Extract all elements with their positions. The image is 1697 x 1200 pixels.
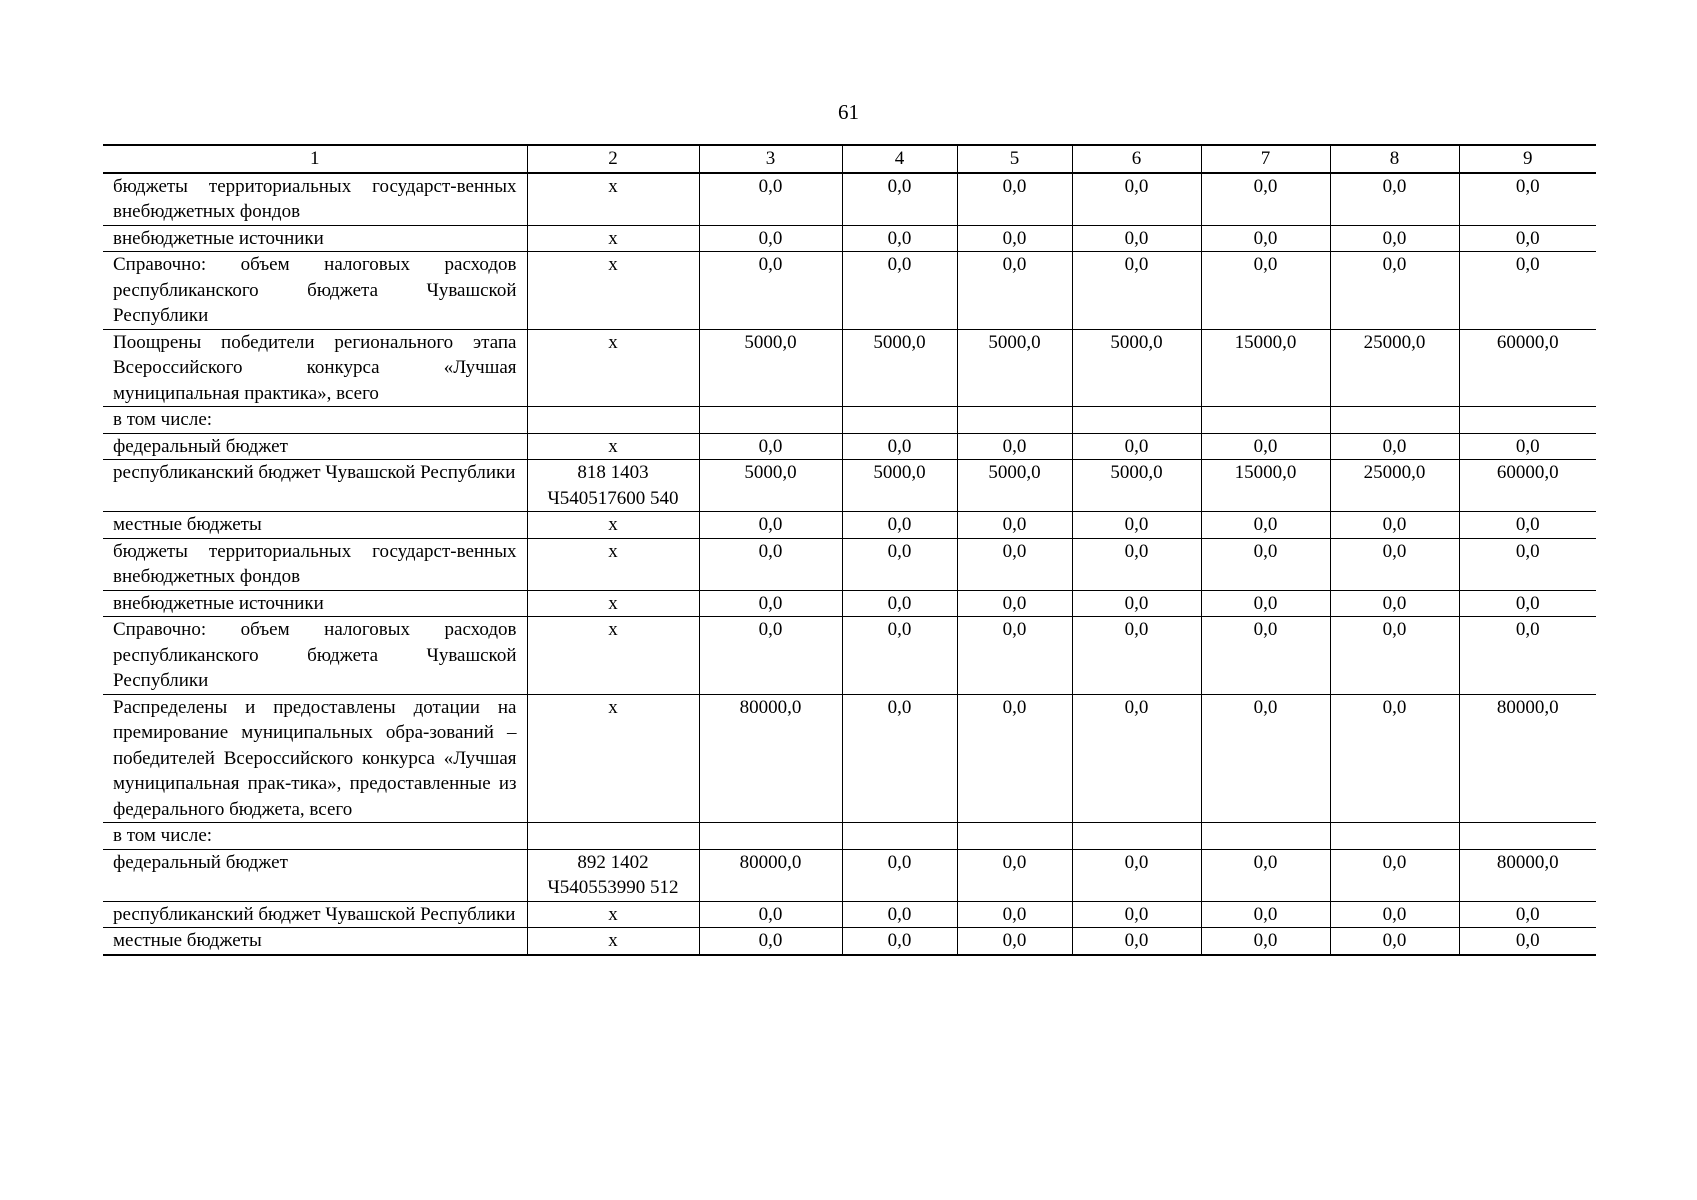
value-cell: 0,0: [699, 252, 842, 330]
value-cell: 0,0: [957, 252, 1072, 330]
value-cell: [1201, 823, 1330, 850]
column-header: 1: [103, 145, 527, 173]
value-cell: 0,0: [957, 928, 1072, 955]
value-cell: 0,0: [1330, 433, 1459, 460]
column-header: 9: [1459, 145, 1596, 173]
value-cell: 0,0: [1201, 590, 1330, 617]
value-cell: 0,0: [1072, 225, 1201, 252]
value-cell: 0,0: [1072, 538, 1201, 590]
value-cell: [842, 407, 957, 434]
budget-code: x: [527, 617, 699, 695]
value-cell: 0,0: [1201, 433, 1330, 460]
value-cell: 0,0: [1201, 928, 1330, 955]
value-cell: 0,0: [1201, 538, 1330, 590]
row-label: бюджеты территориальных государст-венных внебюджетных фондов: [103, 173, 527, 226]
column-header: 5: [957, 145, 1072, 173]
value-cell: 0,0: [1201, 694, 1330, 823]
value-cell: 0,0: [1201, 617, 1330, 695]
table-row: [103, 433, 1596, 460]
value-cell: 5000,0: [842, 329, 957, 407]
value-cell: 0,0: [957, 512, 1072, 539]
table-row: [103, 617, 1596, 695]
budget-code: x: [527, 433, 699, 460]
table-row: [103, 928, 1596, 955]
value-cell: [1072, 823, 1201, 850]
value-cell: 0,0: [1072, 928, 1201, 955]
budget-code: x: [527, 173, 699, 226]
value-cell: 0,0: [957, 694, 1072, 823]
value-cell: [957, 407, 1072, 434]
row-label: Справочно: объем налоговых расходов республиканского бюджета Чувашской Республики: [103, 252, 527, 330]
value-cell: 0,0: [699, 225, 842, 252]
column-header: 4: [842, 145, 957, 173]
table-row: [103, 252, 1596, 330]
value-cell: 80000,0: [1459, 694, 1596, 823]
value-cell: 80000,0: [699, 694, 842, 823]
table-row: [103, 538, 1596, 590]
value-cell: [1330, 823, 1459, 850]
budget-code: x: [527, 538, 699, 590]
value-cell: [699, 823, 842, 850]
budget-code: x: [527, 590, 699, 617]
value-cell: 0,0: [1330, 252, 1459, 330]
table-row: [103, 590, 1596, 617]
value-cell: [957, 823, 1072, 850]
value-cell: 0,0: [957, 433, 1072, 460]
row-label: местные бюджеты: [103, 928, 527, 955]
value-cell: 0,0: [699, 617, 842, 695]
value-cell: 5000,0: [1072, 329, 1201, 407]
row-label: в том числе:: [103, 823, 527, 850]
row-label: федеральный бюджет: [103, 433, 527, 460]
value-cell: 0,0: [1459, 538, 1596, 590]
budget-code: 892 1402 Ч540553990 512: [527, 849, 699, 901]
value-cell: 0,0: [957, 590, 1072, 617]
value-cell: 25000,0: [1330, 460, 1459, 512]
table-row: [103, 225, 1596, 252]
value-cell: 5000,0: [699, 460, 842, 512]
value-cell: 5000,0: [957, 329, 1072, 407]
column-header: 2: [527, 145, 699, 173]
value-cell: 0,0: [1330, 849, 1459, 901]
value-cell: 0,0: [842, 512, 957, 539]
row-label: республиканский бюджет Чувашской Республики: [103, 460, 527, 512]
value-cell: 0,0: [699, 538, 842, 590]
value-cell: 0,0: [699, 173, 842, 226]
value-cell: 0,0: [1459, 173, 1596, 226]
budget-code: [527, 407, 699, 434]
value-cell: 0,0: [1072, 617, 1201, 695]
value-cell: 0,0: [957, 225, 1072, 252]
row-label: внебюджетные источники: [103, 590, 527, 617]
value-cell: 5000,0: [1072, 460, 1201, 512]
value-cell: 0,0: [957, 173, 1072, 226]
value-cell: 0,0: [842, 617, 957, 695]
value-cell: 0,0: [1459, 512, 1596, 539]
value-cell: 0,0: [1330, 512, 1459, 539]
value-cell: 0,0: [699, 590, 842, 617]
value-cell: [1072, 407, 1201, 434]
value-cell: 15000,0: [1201, 460, 1330, 512]
value-cell: 80000,0: [1459, 849, 1596, 901]
value-cell: 0,0: [842, 433, 957, 460]
budget-code: [527, 823, 699, 850]
row-label: внебюджетные источники: [103, 225, 527, 252]
value-cell: 0,0: [699, 433, 842, 460]
value-cell: 0,0: [1201, 252, 1330, 330]
row-label: Распределены и предоставлены дотации на премирование муниципальных обра-зований – победителей Всероссийского конкурса «Лучшая муниципальная прак-тика», предоставленные из федерального бюджета, всего: [103, 694, 527, 823]
value-cell: 0,0: [1330, 225, 1459, 252]
value-cell: 0,0: [1072, 849, 1201, 901]
value-cell: 80000,0: [699, 849, 842, 901]
column-header: 6: [1072, 145, 1201, 173]
value-cell: 0,0: [1459, 225, 1596, 252]
value-cell: [1201, 407, 1330, 434]
value-cell: 0,0: [957, 617, 1072, 695]
value-cell: 0,0: [957, 901, 1072, 928]
value-cell: 0,0: [1201, 849, 1330, 901]
budget-code: 818 1403 Ч540517600 540: [527, 460, 699, 512]
value-cell: [1330, 407, 1459, 434]
table-row: [103, 460, 1596, 512]
table-row: [103, 849, 1596, 901]
row-label: республиканский бюджет Чувашской Республики: [103, 901, 527, 928]
value-cell: 5000,0: [699, 329, 842, 407]
value-cell: 0,0: [1072, 694, 1201, 823]
budget-code: x: [527, 252, 699, 330]
value-cell: 0,0: [842, 590, 957, 617]
value-cell: 0,0: [842, 173, 957, 226]
value-cell: 0,0: [1072, 901, 1201, 928]
value-cell: 0,0: [1330, 694, 1459, 823]
value-cell: 0,0: [1330, 173, 1459, 226]
value-cell: 0,0: [1072, 512, 1201, 539]
column-header: 3: [699, 145, 842, 173]
budget-code: x: [527, 329, 699, 407]
value-cell: 0,0: [1072, 590, 1201, 617]
budget-table: [103, 144, 1596, 956]
value-cell: 0,0: [957, 849, 1072, 901]
value-cell: 0,0: [957, 538, 1072, 590]
value-cell: 0,0: [1072, 433, 1201, 460]
value-cell: 0,0: [842, 694, 957, 823]
value-cell: 0,0: [1330, 928, 1459, 955]
value-cell: 0,0: [842, 901, 957, 928]
value-cell: 0,0: [842, 225, 957, 252]
value-cell: 0,0: [1459, 433, 1596, 460]
value-cell: 0,0: [1330, 538, 1459, 590]
value-cell: [1459, 823, 1596, 850]
row-label: в том числе:: [103, 407, 527, 434]
value-cell: 25000,0: [1330, 329, 1459, 407]
table-body: [103, 145, 1596, 955]
page-number: 61: [838, 100, 859, 124]
value-cell: 0,0: [1330, 617, 1459, 695]
table-row: [103, 173, 1596, 226]
table-row: [103, 901, 1596, 928]
column-header: 8: [1330, 145, 1459, 173]
column-header: 7: [1201, 145, 1330, 173]
value-cell: 0,0: [1459, 252, 1596, 330]
table-row: [103, 512, 1596, 539]
value-cell: 0,0: [1459, 901, 1596, 928]
budget-code: x: [527, 694, 699, 823]
row-label: Поощрены победители регионального этапа Всероссийского конкурса «Лучшая муниципальная практика», всего: [103, 329, 527, 407]
value-cell: 0,0: [1201, 901, 1330, 928]
value-cell: 0,0: [1072, 173, 1201, 226]
table-row: [103, 694, 1596, 823]
value-cell: [842, 823, 957, 850]
row-label: Справочно: объем налоговых расходов республиканского бюджета Чувашской Республики: [103, 617, 527, 695]
value-cell: [1459, 407, 1596, 434]
budget-code: x: [527, 225, 699, 252]
value-cell: 60000,0: [1459, 329, 1596, 407]
budget-code: x: [527, 928, 699, 955]
value-cell: 15000,0: [1201, 329, 1330, 407]
value-cell: 0,0: [1459, 928, 1596, 955]
value-cell: 0,0: [1201, 512, 1330, 539]
value-cell: [699, 407, 842, 434]
budget-code: x: [527, 512, 699, 539]
value-cell: 0,0: [842, 538, 957, 590]
value-cell: 0,0: [1330, 901, 1459, 928]
value-cell: 0,0: [699, 901, 842, 928]
value-cell: 0,0: [1459, 590, 1596, 617]
table-row: [103, 407, 1596, 434]
value-cell: 0,0: [842, 849, 957, 901]
table-row: [103, 823, 1596, 850]
budget-code: x: [527, 901, 699, 928]
value-cell: 5000,0: [842, 460, 957, 512]
header-row: [103, 145, 1596, 173]
value-cell: 5000,0: [957, 460, 1072, 512]
value-cell: 0,0: [842, 928, 957, 955]
value-cell: 0,0: [1201, 173, 1330, 226]
value-cell: 0,0: [842, 252, 957, 330]
value-cell: 0,0: [1201, 225, 1330, 252]
value-cell: 0,0: [1330, 590, 1459, 617]
value-cell: 0,0: [1459, 617, 1596, 695]
value-cell: 0,0: [1072, 252, 1201, 330]
value-cell: 0,0: [699, 928, 842, 955]
value-cell: 60000,0: [1459, 460, 1596, 512]
table-row: [103, 329, 1596, 407]
row-label: федеральный бюджет: [103, 849, 527, 901]
row-label: местные бюджеты: [103, 512, 527, 539]
value-cell: 0,0: [699, 512, 842, 539]
row-label: бюджеты территориальных государст-венных внебюджетных фондов: [103, 538, 527, 590]
